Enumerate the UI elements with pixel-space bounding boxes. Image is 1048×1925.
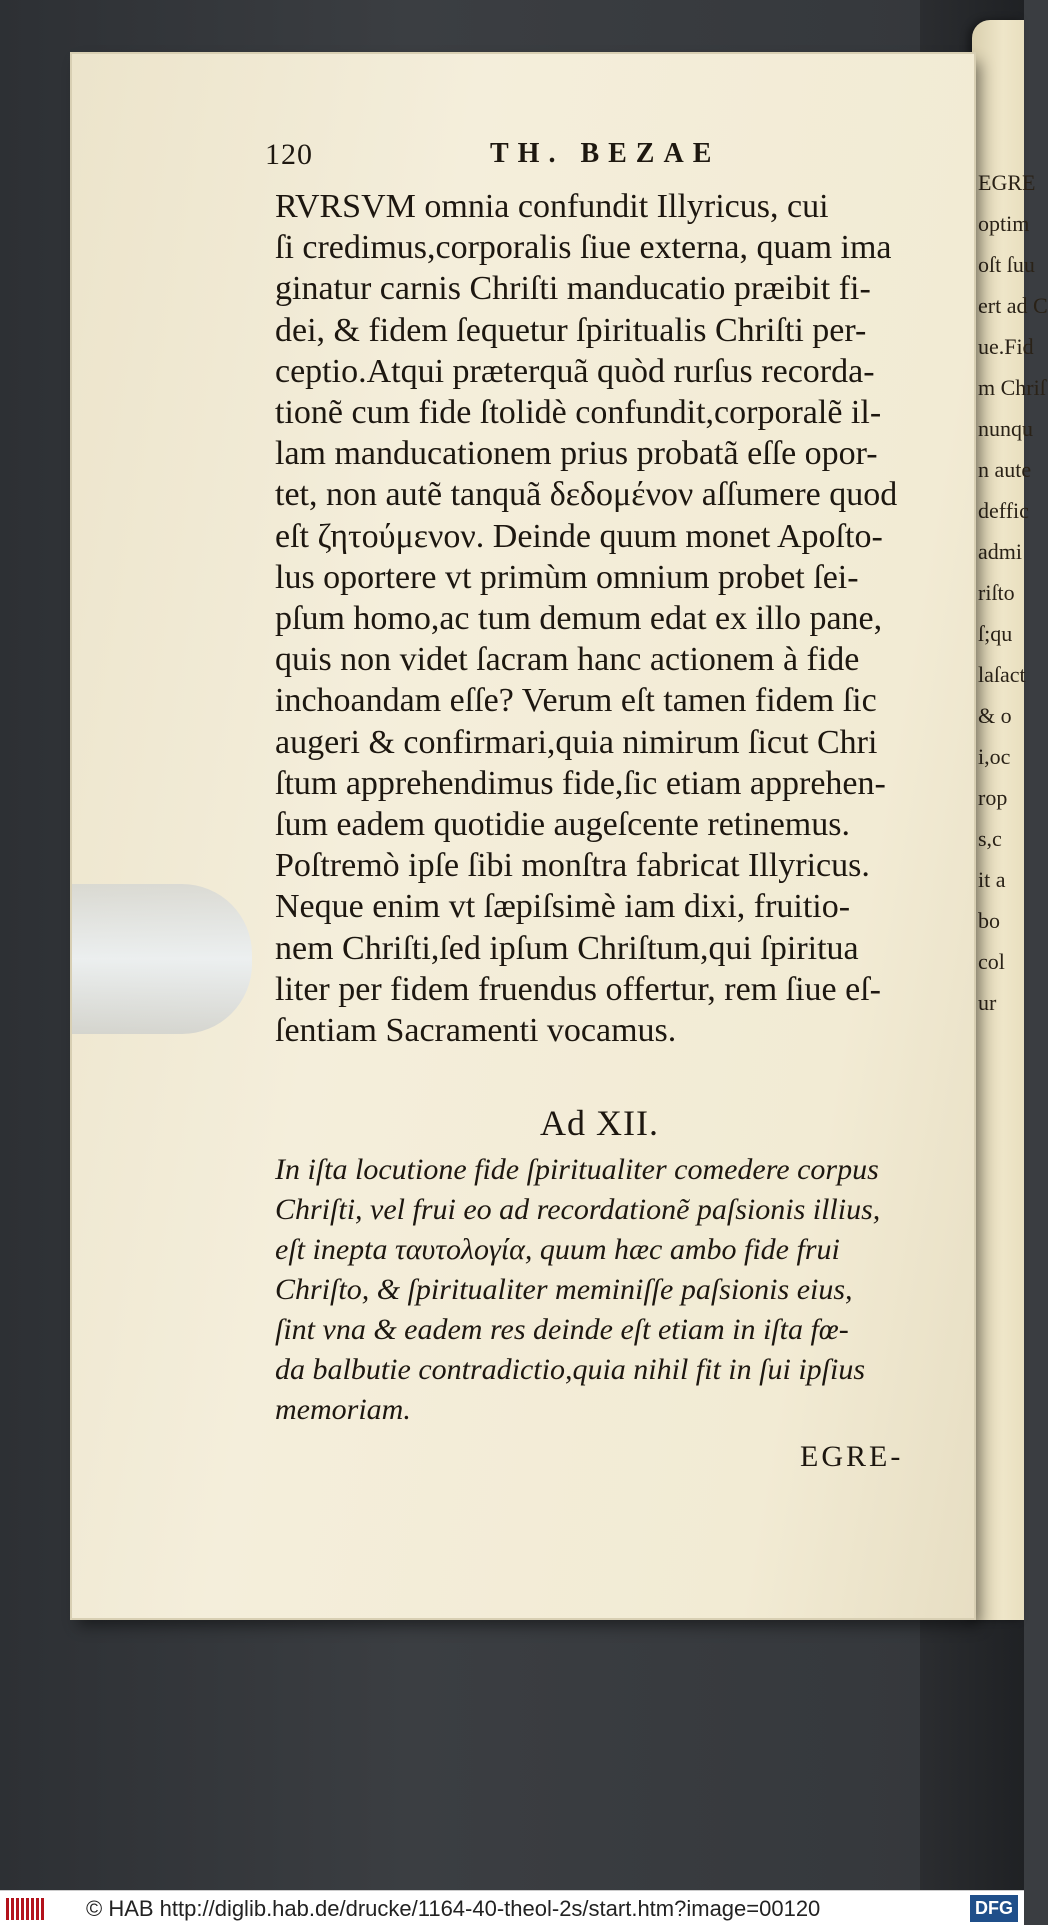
body-line: ſtum apprehendimus fide,ſic etiam apprehen- [275, 764, 886, 802]
body-line: lam manducationem prius probatã eſſe opor- [275, 435, 878, 473]
body-line: ginatur carnis Chriſti manducatio præibit fi- [275, 270, 871, 308]
catchword: EGRE- [800, 1440, 904, 1473]
body-line: ſi credimus,corporalis ſiue externa, quam ima [275, 229, 892, 267]
body-line: inchoandam eſſe? Verum eſt tamen fidem ſic [275, 682, 877, 720]
italic-line: eſt inepta ταυτολογία, quum hæc ambo fide frui [275, 1233, 840, 1266]
running-title: TH. BEZAE [490, 138, 721, 169]
facing-page-fragment: & o [978, 703, 1012, 728]
body-line: quis non videt ſacram hanc actionem à fide [275, 641, 860, 679]
facing-page-fragment: riſto [978, 580, 1015, 605]
facing-page-fragment: bo [978, 908, 1000, 933]
italic-line: Chriſti, vel frui eo ad recordationẽ paſsionis illius, [275, 1193, 881, 1226]
facing-page-fragment: ſ;qu [978, 621, 1013, 646]
facing-page-fragment: it a [978, 867, 1006, 892]
body-line: eſt ζητούμενον. Deinde quum monet Apoſto- [275, 517, 883, 555]
facing-page-fragment: m Chriſ [978, 375, 1046, 400]
italic-line: memoriam. [275, 1393, 411, 1426]
facing-page-edge [972, 20, 1048, 1620]
facing-page-fragment: n aute [978, 457, 1032, 482]
body-line: ceptio.Atqui præterquã quòd rurſus recorda- [275, 352, 875, 390]
facing-page-fragment: i,oc [978, 744, 1011, 769]
facing-page-fragment: laſact [978, 662, 1026, 687]
page-number: 120 [265, 138, 313, 171]
body-line: augeri & confirmari,quia nimirum ſicut Chri [275, 723, 878, 761]
italic-line: ſint vna & eadem res deinde eſt etiam in iſta fœ- [275, 1313, 849, 1346]
italic-line: da balbutie contradictio,quia nihil fit in ſui ipſius [275, 1353, 865, 1386]
body-line: tionẽ cum fide ſtolidè confundit,corporalẽ il- [275, 394, 882, 431]
italic-line: Chriſto, & ſpiritualiter meminiſſe paſsionis eius, [275, 1273, 853, 1306]
facing-page-fragment: s,c [978, 826, 1002, 851]
body-line: ſentiam Sacramenti vocamus. [275, 1012, 677, 1049]
body-line: dei, & fidem ſequetur ſpiritualis Chriſti per- [275, 311, 867, 349]
facing-page-fragment: ert ad C [978, 293, 1048, 318]
body-line: nem Chriſti,ſed ipſum Chriſtum,qui ſpiritua [275, 929, 859, 967]
body-line: Poſtremò ipſe ſibi monſtra fabricat Illyricus. [275, 847, 870, 885]
facing-page-fragment: admi [978, 539, 1022, 564]
facing-page-fragment: ur [978, 990, 997, 1015]
footer-source-link[interactable]: © HAB http://diglib.hab.de/drucke/1164-40-theol-2s/start.htm?image=00120 [86, 1896, 821, 1921]
body-line: Neque enim vt ſæpiſsimè iam dixi, fruitio- [275, 888, 851, 926]
facing-page-fragment: optim [978, 211, 1030, 236]
facing-page-fragment: deffic [978, 498, 1029, 523]
body-line: ſum eadem quotidie augeſcente retinemus. [275, 806, 850, 843]
facing-page-fragment: oſt ſuu [978, 252, 1035, 277]
facing-page-fragment: rop [978, 785, 1008, 810]
dfg-logo: DFG [970, 1895, 1018, 1922]
body-line: RVRSVM omnia confundit Illyricus, cui [275, 188, 829, 225]
body-line: lus oportere vt primùm omnium probet ſei- [275, 558, 859, 596]
body-line: liter per fidem fruendus offertur, rem ſiue eſ- [275, 970, 881, 1008]
running-header [265, 138, 745, 172]
body-line: pſum homo,ac tum demum edat ex illo pane, [275, 600, 883, 637]
body-line: tet, non autẽ tanquã δεδομένον aſſumere quod [275, 476, 898, 514]
thumb-holding-page [72, 884, 252, 1034]
facing-page-fragment: EGRE [978, 170, 1036, 195]
facing-page-fragment: ue.Fid [978, 334, 1034, 359]
hab-logo-icon [6, 1898, 46, 1920]
italic-line: In iſta locutione fide ſpiritualiter comedere corpus [275, 1153, 879, 1186]
facing-page-fragment: col [978, 949, 1005, 974]
section-heading: Ad XII. [540, 1103, 659, 1143]
facing-page-fragment: nunqu [978, 416, 1033, 441]
footer-bar [0, 1890, 1024, 1925]
